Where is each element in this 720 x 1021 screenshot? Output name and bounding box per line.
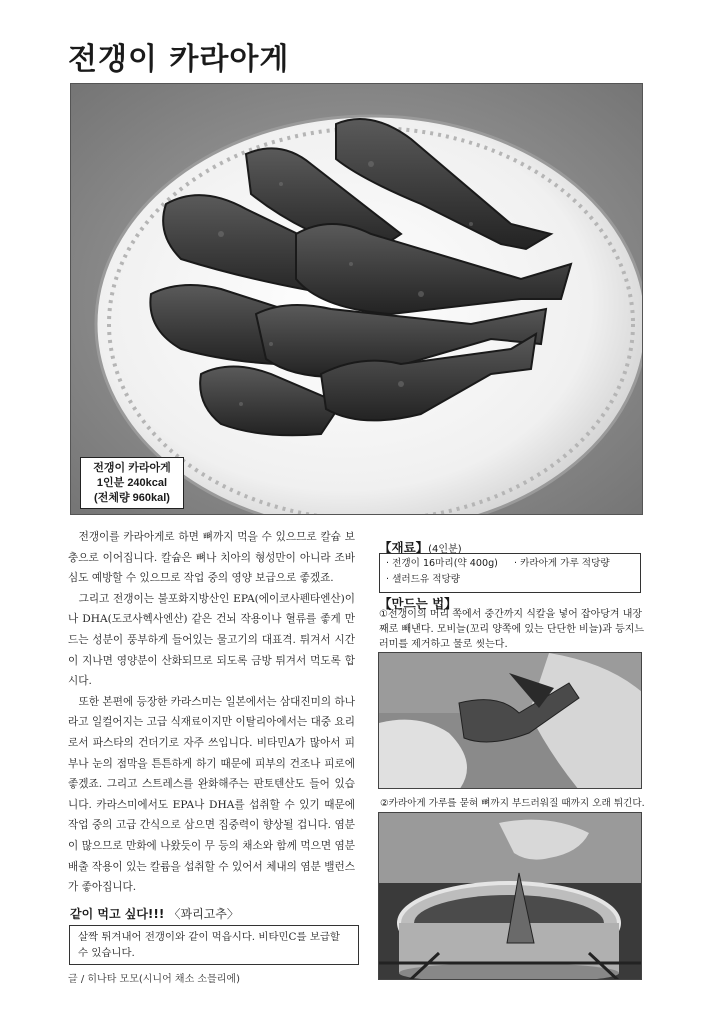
method-heading: 【만드는 법】 (379, 596, 457, 611)
caption-serving-kcal: 1인분 240kcal (96, 477, 168, 489)
article-body (68, 527, 355, 898)
frying-fish-image (379, 813, 642, 980)
calorie-caption (80, 457, 184, 509)
caption-dish-name: 전갱이 카라아게 (93, 462, 171, 474)
ingredient-row (386, 572, 634, 588)
side-dish-title (70, 905, 239, 922)
servings-label: (4인분) (428, 544, 462, 555)
article-paragraph: 또한 본편에 등장한 카라스미는 일본에서는 삼대진미의 하나라고 일컬어지는 고급 식재료이지만 이탈리아에서는 대중 요리로서 파스타의 건더기로 자주 쓰입니다. 비타민A가 많아서 피부나 눈의 점막을 튼튼하게 하기 때문에 피부의 건조나 피로에 좋겠죠. 그리고 스트레스를 완화해주는 판토텐산도 들어 있습니다. 카라스미에서도 EPA나 DHA를 섭취할 수 있기 때문에 작업 중의 고급 간식으로 삼으면 집중력이 향상될 겁니다. 염분이 많으므로 만화에 나왔듯이 무 등의 채소와 함께 먹으면 염분 배출 작용이 있는 칼륨을 섭취할 수 있어서 체내의 염분 밸런스가 좋아집니다. (68, 695, 355, 894)
article-paragraph: 그리고 전갱이는 불포화지방산인 EPA(에이코사펜타엔산)이나 DHA(도코사헥사엔산) 같은 건뇌 작용이나 혈류를 좋게 만드는 성분이 풍부하게 들어있는 물고기의 대표격. 튀겨서 시간이 지나면 영양분이 산화되므로 되도록 금방 튀겨서 먹도록 합시다. (68, 592, 355, 688)
author-credit: 글 / 히나타 모모(시니어 채소 소믈리에) (68, 974, 240, 985)
method-step-1: ①전갱이의 머리 쪽에서 중간까지 식칼을 넣어 잡아당겨 내장째로 빼낸다. 모비늘(꼬리 양쪽에 있는 단단한 비늘)과 등지느러미를 제거하고 물로 씻는다. (379, 609, 645, 650)
article-paragraph: 전갱이를 카라아게로 하면 뼈까지 먹을 수 있으므로 칼슘 보충으로 이어집니다. 칼슘은 뼈나 치아의 형성만이 아니라 조바심도 예방할 수 있으므로 작업 중의 영양 보급으로 좋겠죠. (68, 531, 355, 585)
side-dish-subtitle: 〈꽈리고추〉 (168, 907, 239, 921)
ingredient-item: · 샐러드유 적당량 (386, 574, 461, 585)
page-title: 전갱이 카라아게 (68, 42, 290, 77)
step-2-photo (378, 812, 642, 980)
fried-fish-plate-image (71, 84, 643, 515)
ingredient-item: · 전갱이 16마리(약 400g) (386, 558, 498, 569)
ingredients-box (379, 553, 641, 593)
ingredients-label: 【재료】 (379, 540, 429, 555)
method-step-2: ②카라아게 가루를 묻혀 뼈까지 부드러워질 때까지 오래 튀긴다. (380, 798, 645, 809)
side-dish-heading: 같이 먹고 싶다!!! (70, 907, 165, 921)
ingredient-item: · 카라아게 가루 적당량 (514, 558, 610, 569)
step-1-photo (378, 652, 642, 789)
hero-photo (70, 83, 643, 515)
side-dish-box: 살짝 튀겨내어 전갱이와 같이 먹읍시다. 비타민C를 보급할 수 있습니다. (69, 925, 359, 965)
gutting-fish-image (379, 653, 642, 789)
ingredient-row (386, 556, 634, 572)
caption-total-kcal: (전체량 960kal) (94, 492, 170, 504)
